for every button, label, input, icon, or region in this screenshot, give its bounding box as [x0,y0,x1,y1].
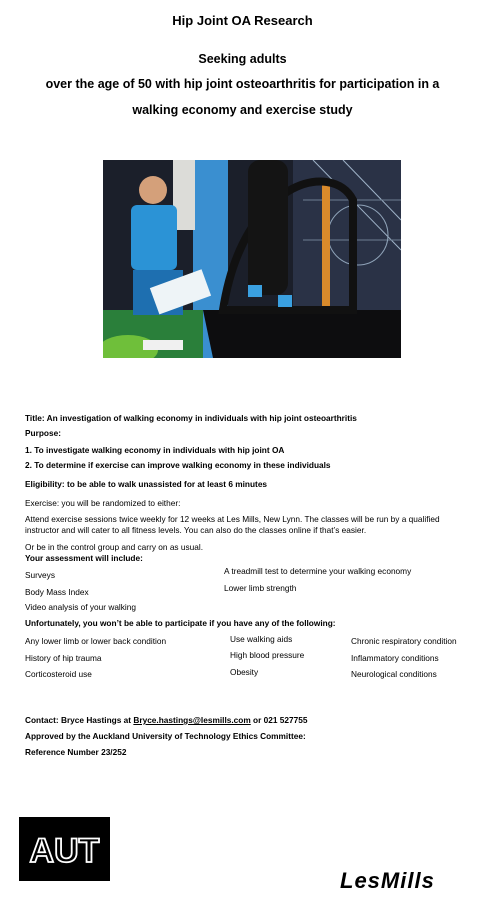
lesmills-logo-text: LesMills [340,868,435,893]
aut-logo-mark [19,817,110,881]
exclusion-item: Chronic respiratory condition [351,636,457,646]
aut-logo-text: AUT [29,832,100,870]
assessment-item: Surveys [25,570,55,580]
eligibility: Eligibility: to be able to walk unassisted for at least 6 minutes [25,479,268,489]
assessment-item: Body Mass Index [25,587,89,597]
reference-number: Reference Number 23/252 [25,747,127,757]
purpose-heading: Purpose: [25,428,61,438]
contact-line [25,715,308,726]
lesmills-logo-mark [338,866,473,894]
contact-suffix: or 021 527755 [250,715,308,725]
exclusion-item: Inflammatory conditions [351,653,439,663]
exclusion-item: Corticosteroid use [25,669,92,679]
exclusion-item: Any lower limb or lower back condition [25,636,167,646]
exercise-label: Exercise: [25,498,60,508]
assessment-item: Lower limb strength [224,583,297,593]
assessment-item: A treadmill test to determine your walking economy [224,566,412,576]
exclusion-item: High blood pressure [230,650,305,660]
aut-logo [19,817,110,881]
exclusion-heading: Unfortunately, you won’t be able to participate if you have any of the following: [25,618,336,628]
exercise-line [25,498,180,509]
exercise-text: you will be randomized to either: [59,498,181,508]
assessment-heading: Your assessment will include: [25,553,143,563]
ethics-approval: Approved by the Auckland University of Technology Ethics Committee: [25,731,306,741]
exclusion-item: Obesity [230,667,259,677]
purpose-item: 1. To investigate walking economy in individuals with hip joint OA [25,445,285,455]
exclusion-item: Use walking aids [230,634,293,644]
study-title: Title: An investigation of walking economy in individuals with hip joint osteoarthritis [25,413,357,423]
control-text: Or be in the control group and carry on as usual. [25,542,204,552]
headline-line-3: walking economy and exercise study [132,103,353,117]
assessment-item: Video analysis of your walking [25,602,136,612]
treadmill-photo [103,160,401,358]
purpose-item: 2. To determine if exercise can improve walking economy in these individuals [25,460,331,470]
exclusion-item: History of hip trauma [25,653,102,663]
lesmills-logo [338,866,473,899]
sessions-text: Attend exercise sessions twice weekly for 12 weeks at Les Mills, New Lynn. The classes will be run by a qualified instructor and will cater to all fitness levels. You can also do the classes online if that’s easier. [25,514,440,535]
contact-prefix: Contact: Bryce Hastings at [25,715,134,725]
headline-line-2: over the age of 50 with hip joint osteoarthritis for participation in a [45,77,440,91]
headline-line-1: Seeking adults [198,52,287,66]
page-title: Hip Joint OA Research [172,13,313,28]
contact-email-link[interactable]: Bryce.hastings@lesmills.com [133,715,251,725]
exclusion-item: Neurological conditions [351,669,437,679]
